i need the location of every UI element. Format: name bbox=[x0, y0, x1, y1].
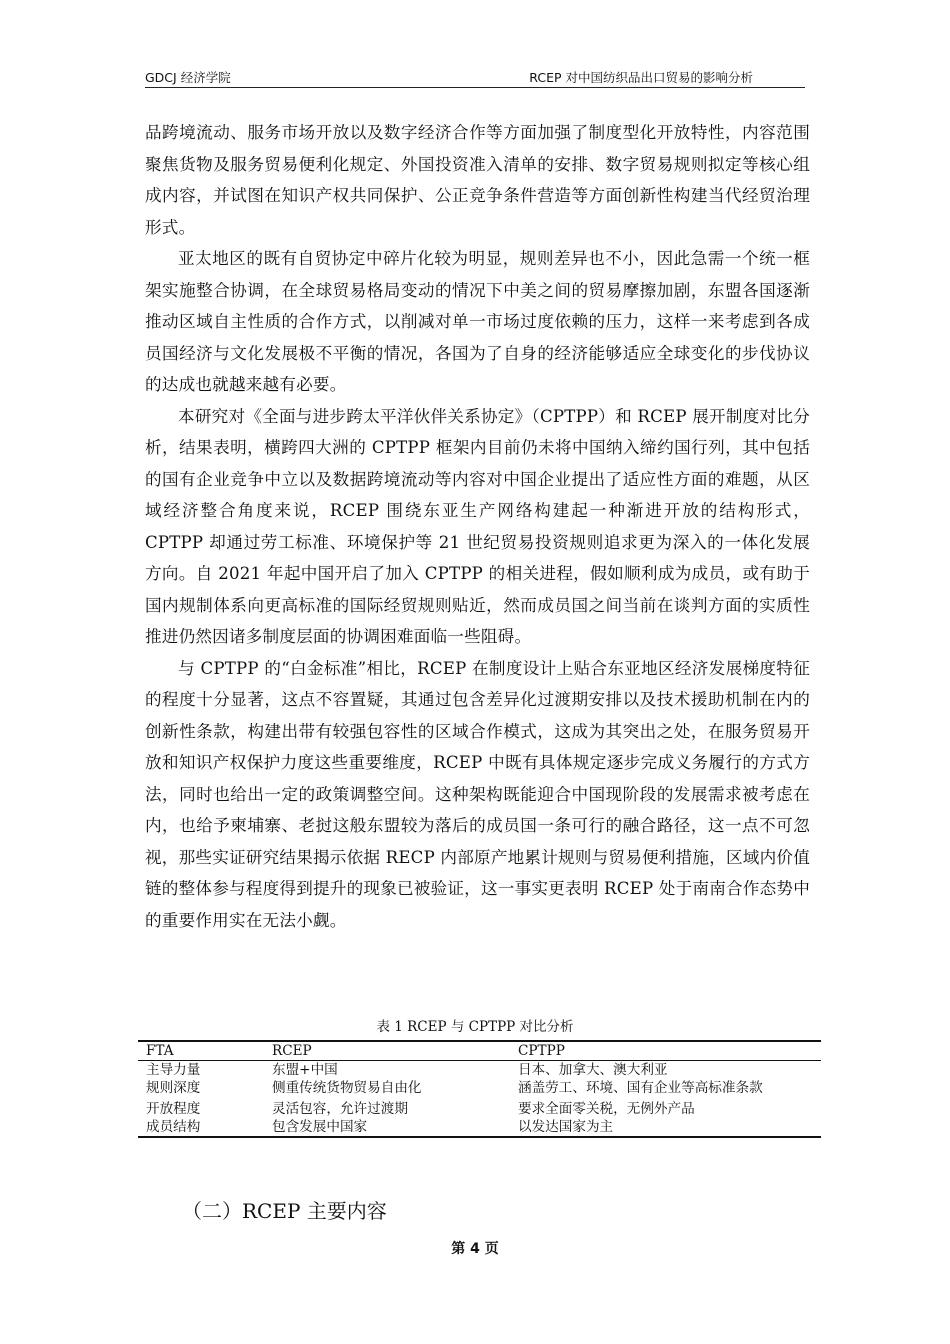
table-cell: 包含发展中国家 bbox=[272, 1119, 368, 1135]
table-cell: 成员结构 bbox=[146, 1119, 201, 1135]
header-school: GDCJ 经济学院 bbox=[145, 70, 231, 85]
section-heading: （二）RCEP 主要内容 bbox=[182, 1199, 387, 1223]
table-cell: 要求全面零关税，无例外产品 bbox=[518, 1101, 695, 1117]
table-header-cell: CPTPP bbox=[518, 1043, 565, 1059]
table-caption: 表 1 RCEP 与 CPTPP 对比分析 bbox=[376, 1019, 574, 1035]
table-row bbox=[138, 1079, 821, 1097]
table-row bbox=[138, 1118, 821, 1137]
table-header-cell: RCEP bbox=[272, 1043, 312, 1059]
table-cell: 规则深度 bbox=[146, 1080, 201, 1096]
header-title: RCEP 对中国纺织品出口贸易的影响分析 bbox=[529, 70, 753, 85]
table-cell: 以发达国家为主 bbox=[518, 1119, 614, 1135]
table-cell: 涵盖劳工、环境、国有企业等高标准条款 bbox=[518, 1080, 763, 1096]
table-header-cell: FTA bbox=[146, 1043, 174, 1059]
table-cell: 主导力量 bbox=[146, 1062, 201, 1078]
paragraph-4: 与 CPTPP 的“白金标准”相比，RCEP 在制度设计上贴合东亚地区经济发展梯度特征的程度十分显著，这点不容置疑，其通过包含差异化过渡期安排以及技术援助机制在内的创新性条款，构建出带有较强包容性的区域合作模式，这成为其突出之处，在服务贸易开放和知识产权保护力度这些重要维度，RCEP 中既有具体规定逐步完成义务履行的方式方法，同时也给出一定的政策调整空间。这种架构既能迎合中国现阶段的发展需求被考虑在内，也给予柬埔寨、老挝这般东盟较为落后的成员国一条可行的融合路径，这一点不可忽视，那些实证研究结果揭示依据 RECP 内部原产地累计规则与贸易便利措施，区域内价值链的整体参与程度得到提升的现象已被验证，这一事实更表明 RCEP 处于南南合作态势中的重要作用实在无法小觑。 bbox=[145, 658, 810, 930]
table-cell: 开放程度 bbox=[146, 1101, 201, 1117]
table-cell: 灵活包容，允许过渡期 bbox=[272, 1101, 408, 1117]
paragraph-1: 品跨境流动、服务市场开放以及数字经济合作等方面加强了制度型化开放特性，内容范围聚焦货物及服务贸易便利化规定、外国投资准入清单的安排、数字贸易规则拟定等核心组成内容，并试图在知识产权共同保护、公正竞争条件营造等方面创新性构建当代经贸治理形式。 bbox=[145, 123, 810, 237]
paragraph-2: 亚太地区的既有自贸协定中碎片化较为明显，规则差异也不小，因此急需一个统一框架实施整合协调，在全球贸易格局变动的情况下中美之间的贸易摩擦加剧，东盟各国逐渐推动区域自主性质的合作方式，以削减对单一市场过度依赖的压力，这样一来考虑到各成员国经济与文化发展极不平衡的情况，各国为了自身的经济能够适应全球变化的步伐协议的达成也就越来越有必要。 bbox=[145, 249, 810, 394]
table-cell: 东盟+中国 bbox=[272, 1062, 338, 1078]
table-cell: 侧重传统货物贸易自由化 bbox=[272, 1080, 422, 1096]
page-header bbox=[145, 68, 805, 88]
comparison-table bbox=[138, 1040, 821, 1138]
body-text bbox=[145, 117, 810, 936]
table-row bbox=[138, 1097, 821, 1118]
table-cell: 日本、加拿大、澳大利亚 bbox=[518, 1062, 668, 1078]
header-rule bbox=[145, 87, 805, 88]
table-row bbox=[138, 1061, 821, 1080]
paragraph-3: 本研究对《全面与进步跨太平洋伙伴关系协定》（CPTPP）和 RCEP 展开制度对比分析，结果表明，横跨四大洲的 CPTPP 框架内目前仍未将中国纳入缔约国行列，其中包括的国有企业竞争中立以及数据跨境流动等内容对中国企业提出了适应性方面的难题，从区域经济整合角度来说，RCEP 围绕东亚生产网络构建起一种渐进开放的结构形式，CPTPP 却通过劳工标准、环境保护等 21 世纪贸易投资规则追求更为深入的一体化发展方向。自 2021 年起中国开启了加入 CPTPP 的相关进程，假如顺利成为成员，或有助于国内规制体系向更高标准的国际经贸规则贴近，然而成员国之间当前在谈判方面的实质性推进仍然因诸多制度层面的协调困难面临一些阻碍。 bbox=[145, 406, 810, 646]
page-number: 第 4 页 bbox=[451, 1241, 499, 1257]
table-header-row bbox=[138, 1041, 821, 1061]
